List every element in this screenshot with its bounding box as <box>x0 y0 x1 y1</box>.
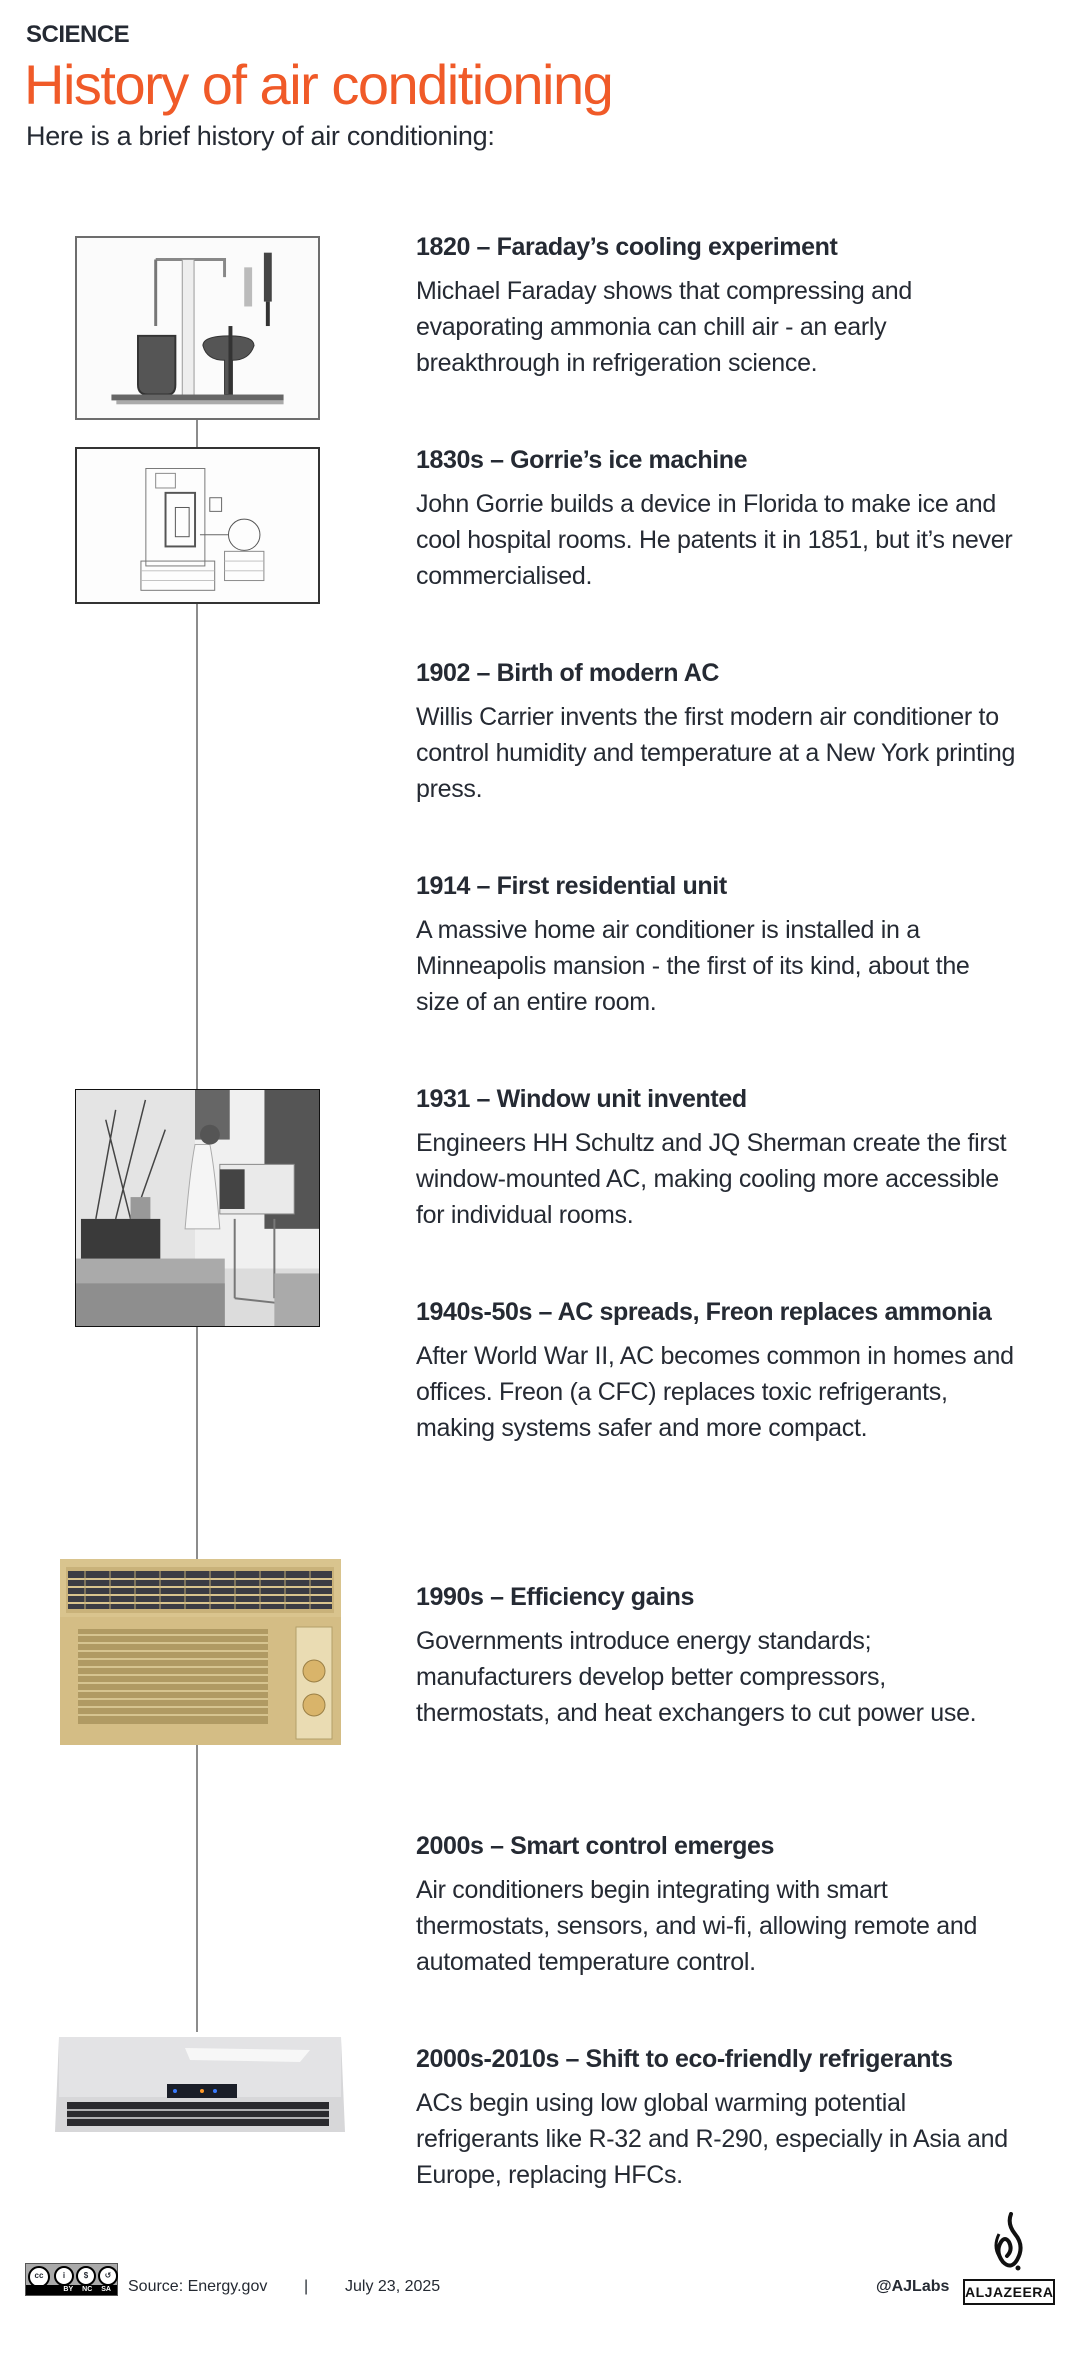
license-labels <box>26 2285 117 2295</box>
event-title: 1830s – Gorrie’s ice machine <box>416 446 748 474</box>
event-description: Engineers HH Schultz and JQ Sherman create the first window-mounted AC, making cooling more accessible for individual rooms. <box>416 1129 1007 1229</box>
ajlabs-handle: @AJLabs <box>876 2278 950 2295</box>
event-description: After World War II, AC becomes common in homes and offices. Freon (a CFC) replaces toxic refrigerants, making systems safer and more compact. <box>416 1342 1014 1442</box>
publish-date: July 23, 2025 <box>345 2278 441 2295</box>
event-title: 1990s – Efficiency gains <box>416 1583 695 1611</box>
event-description: Michael Faraday shows that compressing and evaporating ammonia can chill air - an early breakthrough in refrigeration science. <box>416 277 912 377</box>
timeline-event-2000s <box>416 1828 1016 1980</box>
cc-icon: cc <box>28 2266 50 2288</box>
attribution-icon: i <box>54 2266 74 2286</box>
source-text: Source: Energy.gov <box>128 2278 268 2295</box>
page-title: History of air conditioning <box>24 53 613 116</box>
aljazeera-calligraphy-logo-icon <box>985 2212 1035 2274</box>
timeline-event-1931 <box>416 1081 1016 1233</box>
sharealike-icon: ↺ <box>98 2266 118 2286</box>
event-description: A massive home air conditioner is installed in a Minneapolis mansion - the first of its kind, about the size of an entire room. <box>416 916 970 1016</box>
event-title: 1940s-50s – AC spreads, Freon replaces ammonia <box>416 1298 992 1326</box>
event-description: ACs begin using low global warming potential refrigerants like R-32 and R-290, especially in Asia and Europe, replacing HFCs. <box>416 2089 1008 2189</box>
license-by: BY <box>63 2286 74 2293</box>
event-description: Willis Carrier invents the first modern air conditioner to control humidity and temperature at a New York printing press. <box>416 703 1016 803</box>
noncommercial-icon: $ <box>76 2266 96 2286</box>
event-title: 2000s – Smart control emerges <box>416 1832 775 1860</box>
window-ac-vintage-photo <box>75 1089 320 1327</box>
timeline-event-2000s-2010s <box>416 2041 1016 2193</box>
beige-window-ac-image <box>60 1559 341 1745</box>
event-title: 2000s-2010s – Shift to eco-friendly refrigerants <box>416 2045 953 2073</box>
split-wall-ac-image <box>45 2032 351 2140</box>
timeline-event-1914 <box>416 868 1016 1020</box>
timeline-event-1902 <box>416 655 1016 807</box>
event-description: John Gorrie builds a device in Florida to make ice and cool hospital rooms. He patents it in 1851, but it’s never commercialised. <box>416 490 1013 590</box>
page-subtitle: Here is a brief history of air conditioning: <box>26 121 495 151</box>
footer-separator: | <box>304 2278 309 2295</box>
timeline-event-1820 <box>416 229 1016 381</box>
event-title: 1931 – Window unit invented <box>416 1085 747 1113</box>
event-title: 1902 – Birth of modern AC <box>416 659 720 687</box>
timeline-event-1830s <box>416 442 1016 594</box>
section-kicker: SCIENCE <box>26 21 130 48</box>
license-sa: SA <box>101 2286 111 2293</box>
creative-commons-license-icon <box>25 2263 118 2296</box>
event-description: Air conditioners begin integrating with smart thermostats, sensors, and wi-fi, allowing remote and automated temperature control. <box>416 1876 978 1976</box>
aljazeera-brand-logo: ALJAZEERA <box>963 2279 1055 2305</box>
event-title: 1820 – Faraday’s cooling experiment <box>416 233 838 261</box>
timeline-event-1990s <box>416 1579 1016 1731</box>
timeline-event-1940s-50s <box>416 1294 1016 1446</box>
event-description: Governments introduce energy standards; manufacturers develop better compressors, thermostats, and heat exchangers to cut power use. <box>416 1627 977 1727</box>
event-title: 1914 – First residential unit <box>416 872 727 900</box>
gorrie-ice-machine-image <box>75 447 320 604</box>
license-nc: NC <box>82 2286 93 2293</box>
faraday-apparatus-image <box>75 236 320 420</box>
